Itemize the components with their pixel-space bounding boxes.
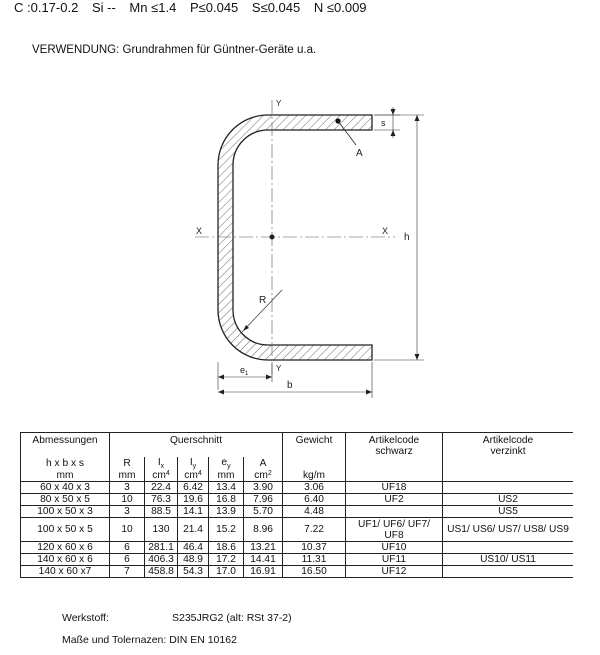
sub-r-unit: mm bbox=[110, 470, 145, 482]
x-label-right: X bbox=[382, 226, 389, 236]
sub-iy: $I_y$ bbox=[178, 457, 209, 470]
dimensions-table bbox=[20, 432, 573, 578]
material-value: S235JRG2 (alt: RSt 37-2) bbox=[172, 612, 292, 624]
nitrogen-value: N ≤0.009 bbox=[313, 0, 367, 15]
phosphorus-value: P≤0.045 bbox=[189, 0, 239, 15]
sub-r: R bbox=[110, 457, 145, 470]
tolerance-norm: Maße und Tolernazen: DIN EN 10162 bbox=[62, 634, 237, 646]
header-dimensions: Abmessungen bbox=[21, 433, 110, 458]
table-row: 100 x 50 x 5 10 130 21.4 15.2 8.96 7.22 UF1/ UF6/ UF7/ UF8 US1/ US6/ US7/ US8/ US9 bbox=[21, 518, 574, 542]
usage-text: VERWENDUNG: Grundrahmen für Güntner-Geräte u.a. bbox=[32, 44, 317, 56]
header-code-galvanized: Artikelcode verzinkt bbox=[443, 433, 574, 458]
y-label-top: Y bbox=[276, 99, 282, 108]
sub-mm: mm bbox=[21, 470, 110, 482]
b-arrow-right bbox=[366, 390, 372, 395]
table-subheader-row-2 bbox=[21, 470, 574, 482]
header-cross-section: Querschnitt bbox=[110, 433, 283, 458]
manganese-value: Mn ≤1.4 bbox=[129, 0, 177, 15]
s-arrow-bottom bbox=[391, 130, 396, 136]
centroid-point bbox=[270, 235, 275, 240]
h-arrow-top bbox=[415, 115, 420, 121]
sub-a-unit: $cm^2$ bbox=[244, 470, 283, 482]
table-row: 80 x 50 x 5 10 76.3 19.6 16.8 7.96 6.40 UF2 US2 bbox=[21, 494, 574, 506]
b-arrow-left bbox=[218, 390, 224, 395]
y-label-bottom: Y bbox=[276, 364, 282, 373]
sub-a: A bbox=[244, 457, 283, 470]
u-profile-drawing bbox=[0, 90, 600, 410]
table-row: 60 x 40 x 3 3 22.4 6.42 13.4 3.90 3.06 UF18 bbox=[21, 482, 574, 494]
sub-ix-unit: $cm^4$ bbox=[145, 470, 178, 482]
x-label-left: X bbox=[196, 226, 203, 236]
material-label: Werkstoff: bbox=[62, 612, 109, 624]
table-row: 120 x 60 x 6 6 281.1 46.4 18.6 13.21 10.37 UF10 bbox=[21, 542, 574, 554]
silicon-value: Si -- bbox=[91, 0, 116, 15]
table-row: 100 x 50 x 3 3 88.5 14.1 13.9 5.70 4.48 US5 bbox=[21, 506, 574, 518]
point-a-label: A bbox=[356, 148, 363, 159]
sub-ey: $e_y$ bbox=[209, 457, 244, 470]
profile-shape bbox=[218, 115, 372, 360]
s-arrow-top bbox=[391, 109, 396, 115]
sub-ey-unit: mm bbox=[209, 470, 244, 482]
e-label: $e_1$ bbox=[240, 365, 249, 377]
sub-hbxs: h x b x s bbox=[21, 457, 110, 470]
table-row: 140 x 60 x 6 6 406.3 48.9 17.2 14.41 11.31 UF11 US10/ US11 bbox=[21, 554, 574, 566]
sub-iy-unit: $cm^4$ bbox=[178, 470, 209, 482]
b-label: b bbox=[287, 380, 293, 391]
r-label: R bbox=[259, 295, 267, 306]
sub-weight-unit: kg/m bbox=[283, 470, 346, 482]
sulfur-value: S≤0.045 bbox=[251, 0, 301, 15]
h-label: h bbox=[404, 232, 410, 243]
carbon-value: C :0.17-0.2 bbox=[14, 0, 79, 15]
e-arrow-left bbox=[218, 375, 224, 380]
table-header-row bbox=[21, 433, 574, 458]
table-subheader-row-1 bbox=[21, 457, 574, 470]
h-arrow-bottom bbox=[415, 354, 420, 360]
s-label: s bbox=[381, 118, 386, 128]
header-code-black: Artikelcode schwarz bbox=[346, 433, 443, 458]
table-row: 140 x 60 x7 7 458.8 54.3 17.0 16.91 16.50 UF12 bbox=[21, 566, 574, 578]
material-line bbox=[62, 612, 292, 624]
header-weight: Gewicht bbox=[283, 433, 346, 458]
chemical-composition bbox=[14, 0, 377, 15]
e-arrow-right bbox=[266, 375, 272, 380]
sub-ix: $I_x$ bbox=[145, 457, 178, 470]
